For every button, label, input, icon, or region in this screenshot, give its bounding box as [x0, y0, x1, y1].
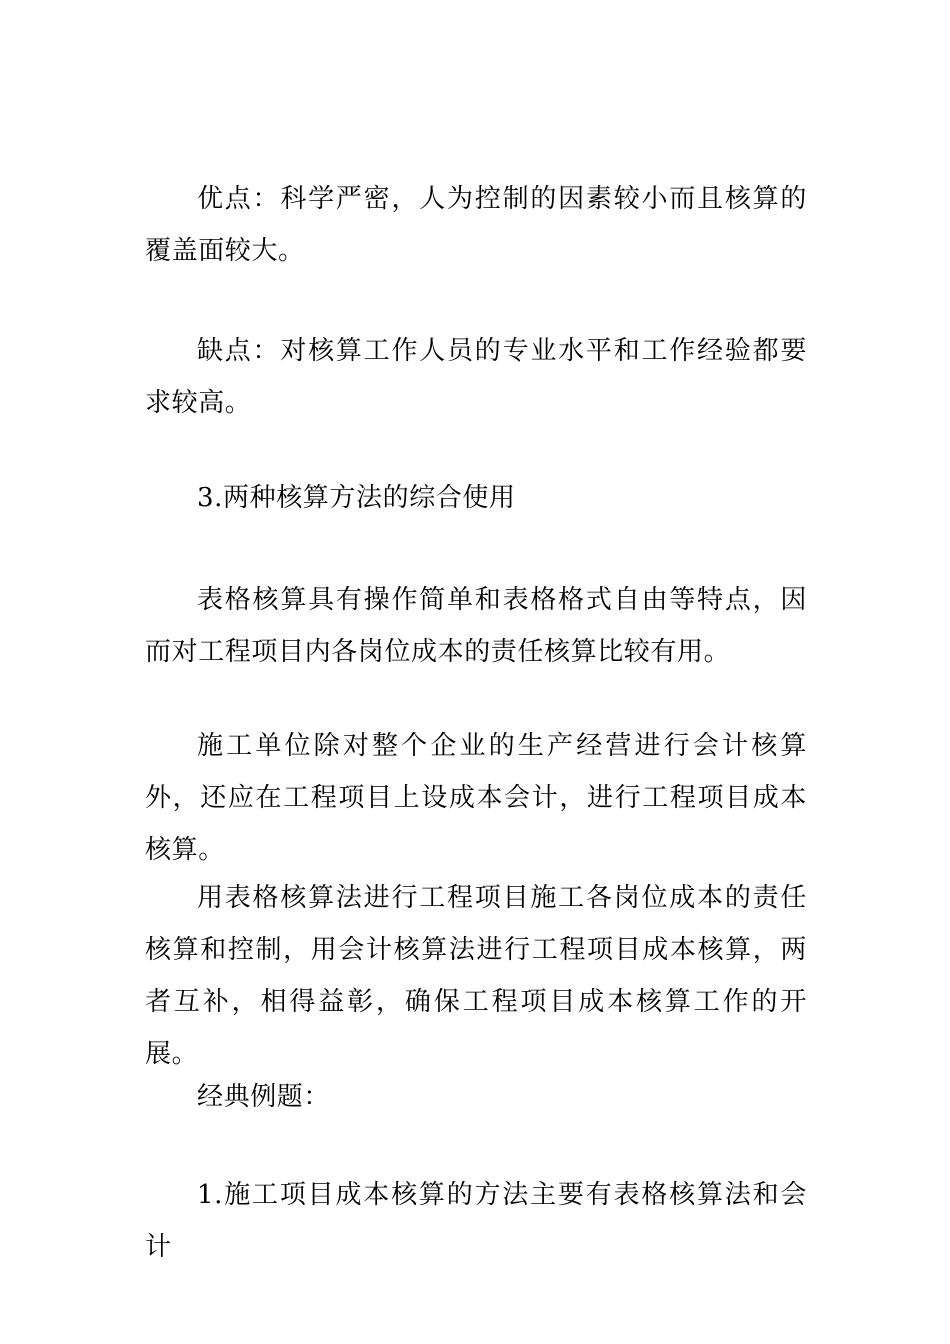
example-heading: 经典例题： — [197, 1082, 331, 1112]
example-question-1: 1.施工项目成本核算的方法主要有表格核算法和会计 — [145, 1180, 807, 1262]
paragraph-disadvantages: 缺点：对核算工作人员的专业水平和工作经验都要求较高。 — [145, 336, 807, 418]
paragraph-advantages: 优点：科学严密，人为控制的因素较小而且核算的覆盖面较大。 — [145, 184, 807, 266]
section-heading-combined-use: 3.两种核算方法的综合使用 — [197, 483, 516, 513]
paragraph-complementary-methods: 用表格核算法进行工程项目施工各岗位成本的责任核算和控制，用会计核算法进行工程项目成本核算，两者互补，相得益彰，确保工程项目成本核算工作的开展。 — [145, 883, 807, 1069]
paragraph-table-accounting: 表格核算具有操作简单和表格格式自由等特点，因而对工程项目内各岗位成本的责任核算比较有用。 — [145, 585, 807, 667]
paragraph-construction-unit: 施工单位除对整个企业的生产经营进行会计核算外，还应在工程项目上设成本会计，进行工程项目成本核算。 — [145, 731, 807, 865]
